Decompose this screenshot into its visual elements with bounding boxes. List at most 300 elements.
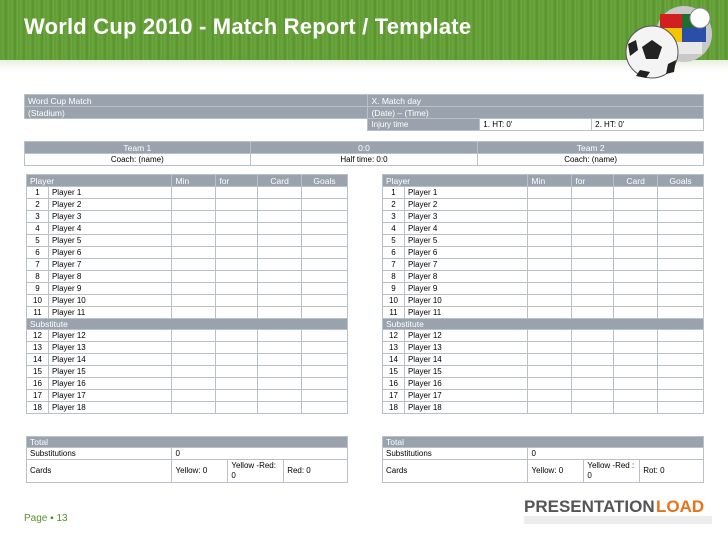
for-cell [572, 402, 614, 414]
yellow-red-count: Yellow -Red : 0 [584, 460, 640, 483]
goals-cell [658, 307, 704, 319]
min-cell [528, 402, 572, 414]
goals-cell [658, 378, 704, 390]
player-name: Player 3 [404, 211, 528, 223]
card-cell [614, 366, 658, 378]
min-cell [172, 187, 216, 199]
table-row [27, 342, 348, 354]
table-row [27, 271, 348, 283]
card-cell [614, 199, 658, 211]
for-cell [216, 271, 258, 283]
table-row [27, 402, 348, 414]
for-cell [216, 378, 258, 390]
player-number: 6 [27, 247, 49, 259]
player-name: Player 7 [404, 259, 528, 271]
coach1-label: Coach: (name) [25, 154, 251, 166]
card-cell [258, 330, 302, 342]
table-row [383, 247, 704, 259]
player-name: Player 5 [404, 235, 528, 247]
player-name: Player 17 [48, 390, 172, 402]
goals-cell [658, 366, 704, 378]
player-name: Player 13 [48, 342, 172, 354]
for-cell [572, 295, 614, 307]
player-name: Player 12 [404, 330, 528, 342]
player-name: Player 16 [404, 378, 528, 390]
min-cell [528, 366, 572, 378]
player-name: Player 8 [404, 271, 528, 283]
player-name: Player 4 [48, 223, 172, 235]
goals-cell [658, 187, 704, 199]
player-name: Player 10 [404, 295, 528, 307]
player-name: Player 6 [404, 247, 528, 259]
player-name: Player 2 [48, 199, 172, 211]
player-number: 1 [383, 187, 405, 199]
substitutions-value: 0 [172, 448, 348, 460]
for-cell [216, 235, 258, 247]
for-cell [216, 259, 258, 271]
player-number: 5 [27, 235, 49, 247]
player-number: 12 [383, 330, 405, 342]
min-cell [172, 283, 216, 295]
for-cell [216, 390, 258, 402]
goals-cell [302, 211, 348, 223]
injury-label: Injury time [368, 119, 480, 131]
table-row [383, 223, 704, 235]
goals-cell [658, 330, 704, 342]
for-cell [216, 283, 258, 295]
total-label: Total [27, 437, 348, 448]
min-cell [172, 259, 216, 271]
player-number: 11 [383, 307, 405, 319]
for-cell [216, 402, 258, 414]
player-name: Player 18 [404, 402, 528, 414]
player-number: 8 [383, 271, 405, 283]
player-col-header: Player [27, 175, 172, 187]
for-cell [572, 271, 614, 283]
substitute-label: Substitute [27, 319, 348, 330]
min-cell [528, 330, 572, 342]
for-cell [216, 354, 258, 366]
logo-text-b: LOAD [656, 497, 705, 516]
min-cell [172, 199, 216, 211]
for-cell [572, 366, 614, 378]
card-cell [258, 295, 302, 307]
player-number: 4 [27, 223, 49, 235]
table-row [383, 307, 704, 319]
goals-cell [302, 271, 348, 283]
table-row [383, 283, 704, 295]
match-info-table [24, 94, 704, 131]
player-number: 2 [383, 199, 405, 211]
table-row [383, 402, 704, 414]
cards-label: Cards [27, 460, 172, 483]
presentationload-logo [520, 490, 720, 530]
player-number: 13 [383, 342, 405, 354]
card-col-header: Card [614, 175, 658, 187]
player-name: Player 14 [404, 354, 528, 366]
red-count: Rot: 0 [640, 460, 704, 483]
table-row [27, 259, 348, 271]
halftime-label: Half time: 0:0 [250, 154, 478, 166]
player-name: Player 15 [404, 366, 528, 378]
goals-cell [658, 247, 704, 259]
table-row [27, 187, 348, 199]
table-row [27, 283, 348, 295]
min-cell [528, 247, 572, 259]
goals-cell [302, 223, 348, 235]
table-row [27, 366, 348, 378]
goals-cell [302, 247, 348, 259]
goals-cell [302, 330, 348, 342]
goals-cell [658, 402, 704, 414]
player-number: 17 [383, 390, 405, 402]
table-row [27, 307, 348, 319]
card-col-header: Card [258, 175, 302, 187]
card-cell [614, 295, 658, 307]
player-number: 16 [383, 378, 405, 390]
min-cell [172, 342, 216, 354]
table-row [27, 390, 348, 402]
min-cell [528, 211, 572, 223]
table-row [27, 211, 348, 223]
for-cell [572, 378, 614, 390]
goals-cell [658, 342, 704, 354]
table-row [27, 199, 348, 211]
player-number: 8 [27, 271, 49, 283]
player-number: 5 [383, 235, 405, 247]
for-cell [572, 235, 614, 247]
for-cell [216, 199, 258, 211]
stadium-label: (Stadium) [25, 107, 368, 119]
player-number: 10 [27, 295, 49, 307]
for-cell [572, 259, 614, 271]
card-cell [258, 402, 302, 414]
card-cell [258, 235, 302, 247]
card-cell [258, 271, 302, 283]
card-cell [614, 402, 658, 414]
min-cell [528, 390, 572, 402]
yellow-count: Yellow: 0 [528, 460, 584, 483]
min-cell [528, 199, 572, 211]
team2-roster-table [382, 174, 704, 414]
min-cell [172, 235, 216, 247]
card-cell [614, 247, 658, 259]
player-name: Player 2 [404, 199, 528, 211]
card-cell [614, 354, 658, 366]
player-name: Player 12 [48, 330, 172, 342]
min-cell [172, 390, 216, 402]
goals-cell [658, 211, 704, 223]
card-cell [258, 211, 302, 223]
min-cell [528, 271, 572, 283]
table-row [383, 259, 704, 271]
player-number: 18 [383, 402, 405, 414]
player-name: Player 9 [48, 283, 172, 295]
table-row [27, 223, 348, 235]
min-col-header: Min [528, 175, 572, 187]
player-number: 11 [27, 307, 49, 319]
goals-cell [302, 366, 348, 378]
min-cell [172, 223, 216, 235]
for-cell [216, 330, 258, 342]
player-number: 12 [27, 330, 49, 342]
player-number: 6 [383, 247, 405, 259]
goals-cell [302, 342, 348, 354]
goals-cell [302, 354, 348, 366]
goals-cell [658, 223, 704, 235]
min-cell [172, 354, 216, 366]
matchday-label: X. Match day [368, 95, 704, 107]
table-row [383, 342, 704, 354]
card-cell [258, 223, 302, 235]
player-name: Player 1 [404, 187, 528, 199]
min-cell [528, 283, 572, 295]
player-name: Player 7 [48, 259, 172, 271]
min-cell [172, 295, 216, 307]
player-name: Player 13 [404, 342, 528, 354]
yellow-count: Yellow: 0 [172, 460, 228, 483]
yellow-red-count: Yellow -Red: 0 [228, 460, 284, 483]
card-cell [614, 390, 658, 402]
for-col-header: for [572, 175, 614, 187]
player-number: 13 [27, 342, 49, 354]
player-name: Player 10 [48, 295, 172, 307]
player-name: Player 4 [404, 223, 528, 235]
card-cell [614, 235, 658, 247]
min-cell [528, 378, 572, 390]
goals-col-header: Goals [302, 175, 348, 187]
for-cell [572, 283, 614, 295]
table-row [383, 199, 704, 211]
for-cell [572, 330, 614, 342]
player-number: 7 [383, 259, 405, 271]
player-number: 9 [27, 283, 49, 295]
table-row [27, 235, 348, 247]
player-number: 14 [383, 354, 405, 366]
table-row [27, 354, 348, 366]
page-number: Page ▪ 13 [24, 513, 68, 524]
for-cell [216, 247, 258, 259]
team1-roster-table [26, 174, 348, 414]
min-cell [172, 378, 216, 390]
player-name: Player 18 [48, 402, 172, 414]
player-number: 10 [383, 295, 405, 307]
red-count: Red: 0 [284, 460, 348, 483]
player-name: Player 14 [48, 354, 172, 366]
goals-cell [658, 259, 704, 271]
cards-label: Cards [383, 460, 528, 483]
table-row [27, 378, 348, 390]
card-cell [614, 271, 658, 283]
team2-label: Team 2 [478, 142, 704, 154]
min-cell [528, 354, 572, 366]
table-row [383, 378, 704, 390]
card-cell [614, 283, 658, 295]
goals-cell [302, 259, 348, 271]
min-cell [528, 223, 572, 235]
goals-cell [658, 199, 704, 211]
player-number: 3 [383, 211, 405, 223]
goals-cell [302, 402, 348, 414]
player-number: 1 [27, 187, 49, 199]
logo-text-a: PRESENTATION [524, 497, 655, 516]
player-number: 9 [383, 283, 405, 295]
min-cell [528, 235, 572, 247]
card-cell [614, 187, 658, 199]
table-row [383, 295, 704, 307]
for-cell [572, 354, 614, 366]
table-row [27, 247, 348, 259]
card-cell [614, 211, 658, 223]
player-name: Player 9 [404, 283, 528, 295]
for-cell [216, 366, 258, 378]
for-cell [216, 223, 258, 235]
player-name: Player 11 [404, 307, 528, 319]
card-cell [614, 307, 658, 319]
card-cell [258, 378, 302, 390]
card-cell [614, 378, 658, 390]
goals-cell [302, 199, 348, 211]
player-number: 7 [27, 259, 49, 271]
goals-cell [658, 283, 704, 295]
player-number: 15 [27, 366, 49, 378]
card-cell [614, 259, 658, 271]
player-number: 18 [27, 402, 49, 414]
player-name: Player 11 [48, 307, 172, 319]
score-label: 0:0 [250, 142, 478, 154]
player-name: Player 3 [48, 211, 172, 223]
goals-cell [302, 187, 348, 199]
goals-cell [302, 235, 348, 247]
soccer-ball-icon [612, 4, 720, 82]
goals-cell [302, 283, 348, 295]
for-cell [216, 307, 258, 319]
min-cell [528, 307, 572, 319]
coach2-label: Coach: (name) [478, 154, 704, 166]
score-table [24, 141, 704, 166]
player-number: 4 [383, 223, 405, 235]
substitutions-label: Substitutions [383, 448, 528, 460]
card-cell [258, 390, 302, 402]
player-number: 2 [27, 199, 49, 211]
min-cell [172, 307, 216, 319]
player-name: Player 5 [48, 235, 172, 247]
min-cell [528, 295, 572, 307]
min-cell [528, 187, 572, 199]
min-cell [172, 402, 216, 414]
for-cell [572, 342, 614, 354]
for-cell [572, 307, 614, 319]
match-label: Word Cup Match [25, 95, 368, 107]
player-number: 17 [27, 390, 49, 402]
player-name: Player 6 [48, 247, 172, 259]
page-title: World Cup 2010 - Match Report / Template [24, 14, 472, 39]
for-col-header: for [216, 175, 258, 187]
player-name: Player 8 [48, 271, 172, 283]
min-cell [172, 271, 216, 283]
goals-cell [302, 307, 348, 319]
goals-cell [658, 271, 704, 283]
card-cell [614, 330, 658, 342]
second-half-time: 2. HT: 0' [592, 119, 704, 131]
min-cell [172, 211, 216, 223]
card-cell [258, 283, 302, 295]
min-col-header: Min [172, 175, 216, 187]
card-cell [258, 247, 302, 259]
card-cell [258, 366, 302, 378]
datetime-label: (Date) – (Time) [368, 107, 704, 119]
team1-totals-table [26, 436, 348, 483]
player-name: Player 1 [48, 187, 172, 199]
card-cell [258, 259, 302, 271]
substitutions-label: Substitutions [27, 448, 172, 460]
min-cell [172, 247, 216, 259]
team1-label: Team 1 [25, 142, 251, 154]
first-half-time: 1. HT: 0' [480, 119, 592, 131]
for-cell [216, 342, 258, 354]
table-row [383, 187, 704, 199]
card-cell [258, 199, 302, 211]
goals-cell [302, 378, 348, 390]
substitute-header-row [383, 319, 704, 330]
table-row [27, 295, 348, 307]
for-cell [216, 211, 258, 223]
for-cell [572, 247, 614, 259]
goals-cell [658, 295, 704, 307]
goals-cell [658, 354, 704, 366]
player-number: 3 [27, 211, 49, 223]
goals-cell [658, 235, 704, 247]
substitute-header-row [27, 319, 348, 330]
player-col-header: Player [383, 175, 528, 187]
for-cell [572, 211, 614, 223]
card-cell [614, 342, 658, 354]
for-cell [572, 390, 614, 402]
for-cell [572, 199, 614, 211]
player-name: Player 17 [404, 390, 528, 402]
total-label: Total [383, 437, 704, 448]
card-cell [258, 354, 302, 366]
table-row [383, 330, 704, 342]
goals-cell [302, 390, 348, 402]
player-name: Player 16 [48, 378, 172, 390]
player-number: 16 [27, 378, 49, 390]
min-cell [528, 259, 572, 271]
min-cell [528, 342, 572, 354]
goals-cell [302, 295, 348, 307]
goals-col-header: Goals [658, 175, 704, 187]
substitute-label: Substitute [383, 319, 704, 330]
player-number: 14 [27, 354, 49, 366]
min-cell [172, 366, 216, 378]
table-row [383, 390, 704, 402]
player-number: 15 [383, 366, 405, 378]
table-row [383, 211, 704, 223]
table-row [383, 366, 704, 378]
table-row [383, 235, 704, 247]
for-cell [216, 187, 258, 199]
min-cell [172, 330, 216, 342]
card-cell [258, 307, 302, 319]
substitutions-value: 0 [528, 448, 704, 460]
table-row [27, 330, 348, 342]
team2-totals-table [382, 436, 704, 483]
card-cell [258, 342, 302, 354]
for-cell [216, 295, 258, 307]
player-name: Player 15 [48, 366, 172, 378]
table-row [383, 354, 704, 366]
for-cell [572, 223, 614, 235]
